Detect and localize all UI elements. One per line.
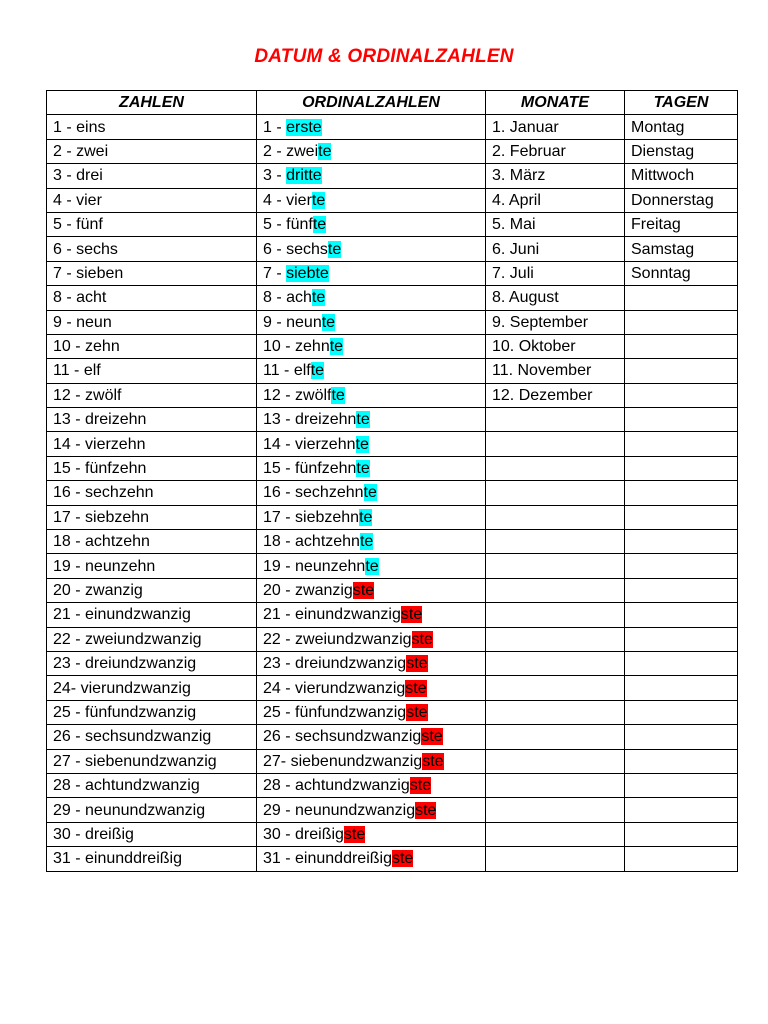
monat-cell: 12. Dezember (486, 383, 625, 407)
ordinal-cell (257, 115, 486, 139)
tag-cell (625, 847, 738, 871)
table-row (47, 212, 738, 236)
ordinal-base: 15 - fünfzehn (263, 460, 357, 478)
ordinal-suffix-highlight: te (331, 386, 345, 404)
ordinal-suffix-highlight: te (327, 240, 342, 258)
ordinal-base: 22 - zweiundzwanzig (263, 630, 412, 648)
monat-cell (486, 408, 625, 432)
numbers-table (46, 90, 738, 872)
monat-cell (486, 627, 625, 651)
ordinal-cell (257, 432, 486, 456)
zahl-cell: 25 - fünfundzwanzig (47, 700, 257, 724)
ordinal-suffix-highlight: te (312, 216, 327, 234)
zahl-cell: 14 - vierzehn (47, 432, 257, 456)
tag-cell (625, 773, 738, 797)
monat-cell (486, 700, 625, 724)
monat-cell: 6. Juni (486, 237, 625, 261)
monat-cell (486, 456, 625, 480)
monat-cell (486, 554, 625, 578)
ordinal-suffix-highlight: te (329, 338, 344, 356)
zahl-cell: 28 - achtundzwanzig (47, 773, 257, 797)
tag-cell (625, 822, 738, 846)
ordinal-base: 14 - vierzehn (263, 435, 356, 453)
zahl-cell: 29 - neunundzwanzig (47, 798, 257, 822)
header-row (47, 91, 738, 115)
ordinal-suffix-highlight: te (363, 484, 377, 502)
ordinal-cell (257, 481, 486, 505)
table-row (47, 505, 738, 529)
ordinal-suffix-highlight: te (365, 557, 379, 575)
table-row (47, 139, 738, 163)
monat-cell (486, 676, 625, 700)
zahl-cell: 12 - zwölf (47, 383, 257, 407)
ordinal-suffix-highlight: ste (409, 777, 432, 795)
tag-cell: Freitag (625, 212, 738, 236)
ordinal-cell (257, 188, 486, 212)
zahl-cell: 7 - sieben (47, 261, 257, 285)
table-row (47, 383, 738, 407)
tag-cell (625, 651, 738, 675)
ordinal-base: 16 - sechzehn (263, 484, 364, 502)
table-row (47, 773, 738, 797)
tag-cell (625, 310, 738, 334)
monat-cell (486, 651, 625, 675)
ordinal-base: 17 - siebzehn (263, 508, 360, 526)
monat-cell (486, 798, 625, 822)
ordinal-base: 21 - einundzwanzig (263, 606, 401, 624)
ordinal-cell (257, 798, 486, 822)
zahl-cell: 19 - neunzehn (47, 554, 257, 578)
ordinal-base: 9 - neun (263, 313, 322, 331)
zahl-cell: 3 - drei (47, 164, 257, 188)
ordinal-cell (257, 359, 486, 383)
ordinal-cell (257, 554, 486, 578)
table-row (47, 749, 738, 773)
zahl-cell: 18 - achtzehn (47, 530, 257, 554)
ordinal-suffix-highlight: te (356, 411, 370, 429)
ordinal-base: 18 - achtzehn (263, 533, 360, 551)
zahl-cell: 10 - zehn (47, 334, 257, 358)
ordinal-suffix-highlight: ste (406, 655, 428, 673)
monat-cell: 4. April (486, 188, 625, 212)
monat-cell (486, 773, 625, 797)
zahl-cell: 27 - siebenundzwanzig (47, 749, 257, 773)
ordinal-cell (257, 725, 486, 749)
ordinal-suffix-highlight: dritte (286, 167, 322, 185)
tag-cell: Samstag (625, 237, 738, 261)
ordinal-base: 1 - (263, 118, 287, 136)
ordinal-base: 2 - zwei (263, 142, 319, 160)
zahl-cell: 13 - dreizehn (47, 408, 257, 432)
table-row (47, 847, 738, 871)
ordinal-base: 25 - fünfundzwanzig (263, 703, 407, 721)
ordinal-suffix-highlight: te (359, 508, 373, 526)
zahl-cell: 15 - fünfzehn (47, 456, 257, 480)
tag-cell (625, 700, 738, 724)
table-row (47, 261, 738, 285)
ordinal-suffix-highlight: te (310, 362, 325, 380)
tag-cell: Sonntag (625, 261, 738, 285)
zahl-cell: 24- vierundzwanzig (47, 676, 257, 700)
zahl-cell: 20 - zwanzig (47, 578, 257, 602)
ordinal-suffix-highlight: te (359, 533, 374, 551)
zahl-cell: 4 - vier (47, 188, 257, 212)
tag-cell: Mittwoch (625, 164, 738, 188)
ordinal-cell (257, 334, 486, 358)
ordinal-cell (257, 578, 486, 602)
ordinal-base: 3 - (263, 167, 287, 185)
tag-cell (625, 481, 738, 505)
ordinal-cell (257, 456, 486, 480)
ordinal-base: 4 - vier (263, 191, 312, 209)
zahl-cell: 23 - dreiundzwanzig (47, 651, 257, 675)
monat-cell: 8. August (486, 286, 625, 310)
ordinal-cell (257, 408, 486, 432)
table-row (47, 578, 738, 602)
ordinal-suffix-highlight: ste (352, 582, 375, 599)
table-row (47, 651, 738, 675)
zahl-cell: 26 - sechsundzwanzig (47, 725, 257, 749)
ordinal-cell (257, 749, 486, 773)
table-row (47, 334, 738, 358)
zahl-cell: 1 - eins (47, 115, 257, 139)
ordinal-suffix-highlight: ste (415, 801, 437, 819)
ordinal-base: 29 - neunundzwanzig (263, 801, 416, 819)
table-row (47, 700, 738, 724)
ordinal-suffix-highlight: ste (405, 679, 427, 697)
ordinal-suffix-highlight: te (355, 435, 369, 453)
monat-cell (486, 481, 625, 505)
monat-cell: 5. Mai (486, 212, 625, 236)
zahl-cell: 9 - neun (47, 310, 257, 334)
ordinal-suffix-highlight: ste (422, 752, 444, 770)
table-row (47, 456, 738, 480)
ordinal-suffix-highlight: ste (391, 850, 414, 868)
ordinal-cell (257, 383, 486, 407)
ordinal-cell (257, 651, 486, 675)
ordinal-base: 11 - elf (263, 362, 311, 380)
monat-cell: 11. November (486, 359, 625, 383)
tag-cell (625, 798, 738, 822)
ordinal-cell (257, 847, 486, 871)
monat-cell: 10. Oktober (486, 334, 625, 358)
ordinal-cell (257, 773, 486, 797)
ordinal-cell (257, 700, 486, 724)
monat-cell: 2. Februar (486, 139, 625, 163)
table-row (47, 115, 738, 139)
table-row (47, 237, 738, 261)
table-row (47, 286, 738, 310)
zahl-cell: 21 - einundzwanzig (47, 603, 257, 627)
table-row (47, 676, 738, 700)
ordinal-cell (257, 261, 486, 285)
ordinal-base: 23 - dreiundzwanzig (263, 655, 407, 673)
zahl-cell: 8 - acht (47, 286, 257, 310)
ordinal-base: 19 - neunzehn (263, 557, 366, 575)
ordinal-base: 31 - einunddreißig (263, 850, 392, 868)
zahl-cell: 6 - sechs (47, 237, 257, 261)
monat-cell (486, 530, 625, 554)
table-row (47, 554, 738, 578)
tag-cell (625, 334, 738, 358)
ordinal-suffix-highlight: te (318, 142, 332, 160)
tag-cell (625, 432, 738, 456)
tag-cell (625, 456, 738, 480)
zahl-cell: 22 - zweiundzwanzig (47, 627, 257, 651)
table-row (47, 188, 738, 212)
ordinal-base: 6 - sechs (263, 240, 328, 258)
ordinal-cell (257, 627, 486, 651)
zahl-cell: 11 - elf (47, 359, 257, 383)
ordinal-suffix-highlight: ste (400, 606, 423, 624)
header-zahlen: ZAHLEN (47, 91, 257, 115)
table-row (47, 530, 738, 554)
monat-cell: 3. März (486, 164, 625, 188)
tag-cell (625, 603, 738, 627)
ordinal-base: 20 - zwanzig (263, 582, 353, 599)
tag-cell (625, 286, 738, 310)
table-row (47, 798, 738, 822)
ordinal-cell (257, 286, 486, 310)
tag-cell (625, 359, 738, 383)
ordinal-suffix-highlight: te (321, 313, 336, 331)
tag-cell (625, 676, 738, 700)
tag-cell (625, 408, 738, 432)
ordinal-suffix-highlight: te (356, 460, 370, 478)
monat-cell (486, 578, 625, 602)
zahl-cell: 17 - siebzehn (47, 505, 257, 529)
ordinal-cell (257, 505, 486, 529)
ordinal-cell (257, 822, 486, 846)
table-row (47, 822, 738, 846)
ordinal-suffix-highlight: te (311, 289, 326, 307)
zahl-cell: 31 - einunddreißig (47, 847, 257, 871)
tag-cell (625, 749, 738, 773)
monat-cell (486, 505, 625, 529)
table-row (47, 359, 738, 383)
page-title: DATUM & ORDINALZAHLEN (254, 46, 514, 67)
table-row (47, 603, 738, 627)
zahl-cell: 30 - dreißig (47, 822, 257, 846)
tag-cell: Donnerstag (625, 188, 738, 212)
ordinal-base: 12 - zwölf (263, 386, 332, 404)
ordinal-cell (257, 530, 486, 554)
ordinal-suffix-highlight: ste (421, 728, 443, 746)
zahl-cell: 5 - fünf (47, 212, 257, 236)
ordinal-cell (257, 603, 486, 627)
table-row (47, 408, 738, 432)
ordinal-base: 24 - vierundzwanzig (263, 679, 406, 697)
ordinal-suffix-highlight: erste (286, 118, 322, 136)
table-row (47, 164, 738, 188)
tag-cell: Montag (625, 115, 738, 139)
tag-cell (625, 578, 738, 602)
ordinal-base: 5 - fünf (263, 216, 313, 234)
table-row (47, 310, 738, 334)
zahl-cell: 2 - zwei (47, 139, 257, 163)
monat-cell: 9. September (486, 310, 625, 334)
table-row (47, 725, 738, 749)
header-ordinalzahlen: ORDINALZAHLEN (257, 91, 486, 115)
header-monate: MONATE (486, 91, 625, 115)
ordinal-base: 13 - dreizehn (263, 411, 357, 429)
ordinal-base: 26 - sechsundzwanzig (263, 728, 422, 746)
ordinal-cell (257, 139, 486, 163)
ordinal-suffix-highlight: te (311, 191, 326, 209)
ordinal-suffix-highlight: ste (343, 825, 366, 843)
monat-cell: 1. Januar (486, 115, 625, 139)
ordinal-suffix-highlight: ste (411, 630, 433, 648)
table-body (47, 115, 738, 871)
monat-cell (486, 749, 625, 773)
ordinal-cell (257, 237, 486, 261)
monat-cell (486, 822, 625, 846)
ordinal-cell (257, 310, 486, 334)
tag-cell (625, 725, 738, 749)
ordinal-cell (257, 164, 486, 188)
ordinal-base: 30 - dreißig (263, 825, 344, 843)
ordinal-base: 10 - zehn (263, 338, 330, 356)
monat-cell: 7. Juli (486, 261, 625, 285)
ordinal-base: 7 - (263, 264, 287, 282)
tag-cell: Dienstag (625, 139, 738, 163)
ordinal-suffix-highlight: ste (406, 703, 428, 721)
table-row (47, 627, 738, 651)
ordinal-base: 28 - achtundzwanzig (263, 777, 410, 795)
table-row (47, 481, 738, 505)
ordinal-base: 8 - ach (263, 289, 312, 307)
monat-cell (486, 725, 625, 749)
ordinal-cell (257, 676, 486, 700)
ordinal-suffix-highlight: siebte (286, 264, 329, 282)
tag-cell (625, 554, 738, 578)
ordinal-base: 27- siebenundzwanzig (263, 752, 423, 770)
header-tagen: TAGEN (625, 91, 738, 115)
monat-cell (486, 432, 625, 456)
tag-cell (625, 383, 738, 407)
tag-cell (625, 627, 738, 651)
tag-cell (625, 505, 738, 529)
zahl-cell: 16 - sechzehn (47, 481, 257, 505)
monat-cell (486, 847, 625, 871)
tag-cell (625, 530, 738, 554)
table-row (47, 432, 738, 456)
ordinal-cell (257, 212, 486, 236)
monat-cell (486, 603, 625, 627)
